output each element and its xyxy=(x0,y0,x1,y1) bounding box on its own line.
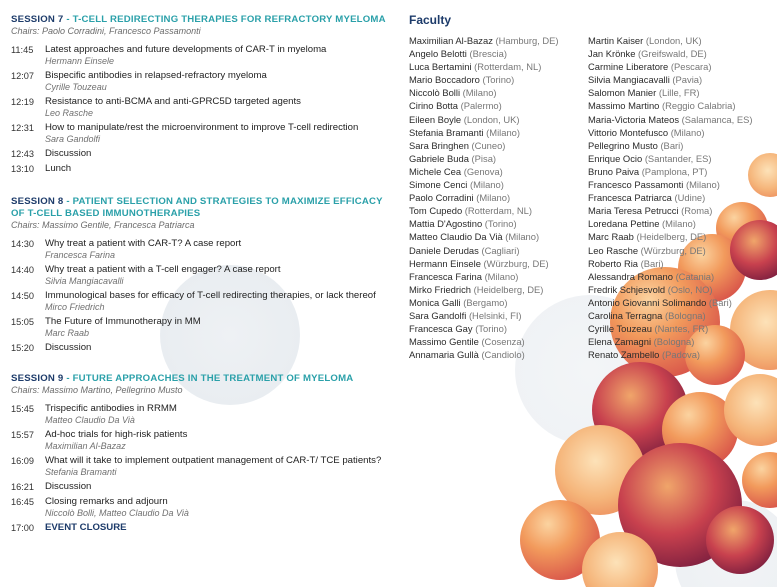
agenda-time: 12:19 xyxy=(11,97,34,107)
faculty-location: (Milano) xyxy=(670,126,705,138)
agenda-speaker: Cyrille Touzeau xyxy=(45,82,107,92)
agenda-item xyxy=(11,481,386,493)
faculty-location: (Torino) xyxy=(484,218,517,230)
faculty-member xyxy=(409,257,589,270)
faculty-member xyxy=(588,283,768,296)
agenda-time: 16:21 xyxy=(11,482,34,492)
faculty-location: (Salamanca, ES) xyxy=(681,113,753,125)
faculty-name: Simone Cenci xyxy=(409,179,468,191)
faculty-name: Sara Bringhen xyxy=(409,139,469,151)
faculty-location: (Catania) xyxy=(675,270,715,282)
faculty-name: Tom Cupedo xyxy=(409,205,463,217)
faculty-member xyxy=(588,152,768,165)
agenda-item xyxy=(11,96,386,119)
faculty-name: Mirko Friedrich xyxy=(409,283,471,295)
session-8 xyxy=(11,196,386,357)
faculty-name: Maria-Victoria Mateos xyxy=(588,113,680,125)
faculty-name: Francesca Gay xyxy=(409,323,473,335)
faculty-member xyxy=(588,270,768,283)
agenda-speaker: Sara Gandolfi xyxy=(45,134,101,144)
agenda-speaker: Marc Raab xyxy=(45,328,90,338)
faculty-name: Fredrik Schjesvold xyxy=(588,283,666,295)
faculty-member xyxy=(409,217,589,230)
faculty-member xyxy=(588,191,768,204)
faculty-member xyxy=(588,126,768,139)
agenda-item xyxy=(11,290,386,313)
faculty-name: Antonio Giovanni Solimando xyxy=(588,296,707,308)
faculty-name: Paolo Corradini xyxy=(409,192,474,204)
faculty-member xyxy=(409,47,589,60)
faculty-member xyxy=(409,34,589,47)
faculty-name: Niccolò Bolli xyxy=(409,87,461,99)
faculty-member xyxy=(588,204,768,217)
faculty-location: (Nantes, FR) xyxy=(654,323,709,335)
faculty-member xyxy=(409,204,589,217)
faculty-name: Daniele Derudas xyxy=(409,244,479,256)
agenda-title: The Future of Immunotherapy in MM xyxy=(45,316,201,327)
faculty-member xyxy=(409,139,589,152)
session-chairs: Chairs: Massimo Gentile, Francesca Patriarca xyxy=(11,220,195,230)
faculty-member xyxy=(588,99,768,112)
faculty-location: (Reggio Calabria) xyxy=(661,100,736,112)
faculty-name: Stefania Bramanti xyxy=(409,126,484,138)
agenda-time: 14:50 xyxy=(11,291,34,301)
faculty-name: Gabriele Buda xyxy=(409,152,469,164)
faculty-location: (Pisa) xyxy=(471,152,497,164)
faculty-member xyxy=(409,191,589,204)
faculty-name: Massimo Gentile xyxy=(409,336,479,348)
agenda-item xyxy=(11,122,386,145)
faculty-member xyxy=(588,47,768,60)
agenda-item xyxy=(11,70,386,93)
faculty-location: (Cosenza) xyxy=(481,336,525,348)
faculty-location: (Bari) xyxy=(660,139,684,151)
agenda-time: 16:45 xyxy=(11,497,34,507)
faculty-member xyxy=(588,244,768,257)
faculty-member xyxy=(588,348,768,361)
agenda-item xyxy=(11,148,386,160)
faculty-column-1 xyxy=(409,34,589,361)
faculty-name: Silvia Mangiacavalli xyxy=(588,74,670,86)
agenda-title: Trispecific antibodies in RRMM xyxy=(45,403,177,414)
faculty-section xyxy=(409,12,753,361)
faculty-name: Pellegrino Musto xyxy=(588,139,658,151)
faculty-location: (Milano) xyxy=(486,126,521,138)
faculty-location: (Würzburg, DE) xyxy=(483,257,549,269)
faculty-location: (Milano) xyxy=(469,179,504,191)
faculty-location: (Lille, FR) xyxy=(658,87,700,99)
agenda-item xyxy=(11,342,386,354)
agenda-title: Lunch xyxy=(45,163,72,174)
faculty-member xyxy=(409,165,589,178)
faculty-name: Jan Krönke xyxy=(588,48,636,60)
agenda-item xyxy=(11,264,386,287)
faculty-location: (Torino) xyxy=(475,323,507,335)
faculty-member xyxy=(588,322,768,335)
faculty-name: Salomon Manier xyxy=(588,87,657,99)
faculty-member xyxy=(409,113,589,126)
faculty-name: Vittorio Montefusco xyxy=(588,126,669,138)
agenda-time: 15:20 xyxy=(11,343,34,353)
faculty-member xyxy=(409,152,589,165)
agenda-speaker: Silvia Mangiacavalli xyxy=(45,276,124,286)
faculty-location: (London, UK) xyxy=(463,113,520,125)
faculty-member xyxy=(409,296,589,309)
faculty-name: Francesca Patriarca xyxy=(588,192,672,204)
agenda-item xyxy=(11,496,386,519)
agenda-time: 14:40 xyxy=(11,265,34,275)
faculty-location: (Padova) xyxy=(662,349,701,361)
faculty-name: Bruno Paiva xyxy=(588,165,640,177)
agenda-time: 14:30 xyxy=(11,239,34,249)
faculty-location: (Milano) xyxy=(476,192,511,204)
faculty-location: (Milano) xyxy=(462,87,497,99)
agenda-item xyxy=(11,44,386,67)
agenda-time: 12:31 xyxy=(11,123,34,133)
session-9 xyxy=(11,373,386,537)
faculty-member xyxy=(409,86,589,99)
faculty-location: (Rotterdam, NL) xyxy=(474,61,542,73)
faculty-name: Elena Zamagni xyxy=(588,336,652,348)
faculty-location: (Rotterdam, NL) xyxy=(464,205,532,217)
faculty-member xyxy=(409,73,589,86)
agenda-title: Latest approaches and future developments of CAR-T in myeloma xyxy=(45,44,327,55)
faculty-location: (Bari) xyxy=(708,296,732,308)
faculty-member xyxy=(588,34,768,47)
session-chairs: Chairs: Massimo Martino, Pellegrino Musto xyxy=(11,385,183,395)
agenda-title: Ad-hoc trials for high-risk patients xyxy=(45,429,188,440)
agenda-item xyxy=(11,238,386,261)
faculty-title: Faculty xyxy=(409,13,452,27)
faculty-name: Massimo Martino xyxy=(588,100,660,112)
session-chairs: Chairs: Paolo Corradini, Francesco Passamonti xyxy=(11,26,201,36)
agenda-time: 15:45 xyxy=(11,404,34,414)
faculty-name: Leo Rasche xyxy=(588,244,639,256)
faculty-member xyxy=(409,126,589,139)
faculty-location: (Udine) xyxy=(674,192,706,204)
agenda-time: 12:43 xyxy=(11,149,34,159)
faculty-location: (Palermo) xyxy=(460,100,502,112)
agenda-item xyxy=(11,455,386,478)
faculty-name: Eileen Boyle xyxy=(409,113,462,125)
agenda-title: Why treat a patient with a T-cell engager? A case report xyxy=(45,264,281,275)
agenda-time: 12:07 xyxy=(11,71,34,81)
faculty-column-2 xyxy=(588,34,768,361)
agenda-speaker: Maximilian Al-Bazaz xyxy=(45,441,126,451)
agenda-title: Resistance to anti-BCMA and anti-GPRC5D targeted agents xyxy=(45,96,301,107)
faculty-member xyxy=(409,283,589,296)
faculty-location: (Pamplona, PT) xyxy=(641,165,708,177)
faculty-name: Mattia D'Agostino xyxy=(409,218,483,230)
faculty-location: (London, UK) xyxy=(645,35,702,46)
agenda-speaker: Hermann Einsele xyxy=(45,56,115,66)
faculty-member xyxy=(409,335,589,348)
agenda-time: 16:09 xyxy=(11,456,34,466)
faculty-name: Annamaria Gullà xyxy=(409,349,479,361)
faculty-location: (Bari) xyxy=(640,257,664,269)
faculty-location: (Milano) xyxy=(484,270,519,282)
agenda-time: 15:05 xyxy=(11,317,34,327)
faculty-name: Angelo Belotti xyxy=(409,48,467,60)
faculty-name: Carmine Liberatore xyxy=(588,61,669,73)
faculty-name: Hermann Einsele xyxy=(409,257,481,269)
faculty-location: (Hamburg, DE) xyxy=(495,35,559,46)
faculty-member xyxy=(588,73,768,86)
faculty-member xyxy=(409,244,589,257)
faculty-name: Martin Kaiser xyxy=(588,35,644,46)
faculty-location: (Milano) xyxy=(505,231,540,243)
faculty-member xyxy=(409,230,589,243)
faculty-name: Maria Teresa Petrucci xyxy=(588,205,679,217)
faculty-name: Cirino Botta xyxy=(409,100,458,112)
agenda-speaker: Francesca Farina xyxy=(45,250,116,260)
faculty-member xyxy=(588,165,768,178)
faculty-location: (Helsinki, FI) xyxy=(468,309,522,321)
faculty-member xyxy=(409,322,589,335)
faculty-name: Francesco Passamonti xyxy=(588,179,684,191)
faculty-location: (Heidelberg, DE) xyxy=(636,231,707,243)
faculty-name: Cyrille Touzeau xyxy=(588,323,652,335)
faculty-location: (Pavia) xyxy=(672,74,703,86)
faculty-member xyxy=(588,60,768,73)
faculty-location: (Candiolo) xyxy=(481,349,525,361)
agenda-title: How to manipulate/rest the microenvironment to improve T-cell redirection xyxy=(45,122,359,133)
agenda-time: 11:45 xyxy=(11,45,34,55)
faculty-location: (Cuneo) xyxy=(471,139,506,151)
faculty-name: Mario Boccadoro xyxy=(409,74,480,86)
agenda-item xyxy=(11,163,386,175)
faculty-name: Loredana Pettine xyxy=(588,218,660,230)
faculty-location: (Greifswald, DE) xyxy=(638,48,707,60)
agenda-title: Discussion xyxy=(45,481,92,492)
agenda-title: What will it take to implement outpatient management of CAR-T/ TCE patients? xyxy=(45,455,382,466)
faculty-member xyxy=(588,335,768,348)
faculty-location: (Würzburg, DE) xyxy=(640,244,706,256)
faculty-name: Francesca Farina xyxy=(409,270,482,282)
faculty-location: (Bologna) xyxy=(653,336,695,348)
faculty-member xyxy=(409,348,589,361)
faculty-member xyxy=(588,86,768,99)
agenda-title: Why treat a patient with CAR-T? A case report xyxy=(45,238,242,249)
faculty-location: (Milano) xyxy=(685,179,720,191)
agenda-speaker: Mirco Friedrich xyxy=(45,302,105,312)
faculty-location: (Genova) xyxy=(463,165,503,177)
agenda-time: 17:00 xyxy=(11,523,34,533)
faculty-location: (Torino) xyxy=(482,74,515,86)
faculty-location: (Bologna) xyxy=(664,309,706,321)
faculty-member xyxy=(588,257,768,270)
agenda-title: Discussion xyxy=(45,148,92,159)
faculty-member xyxy=(409,99,589,112)
faculty-member xyxy=(588,296,768,309)
agenda-title: Closing remarks and adjourn xyxy=(45,496,168,507)
faculty-member xyxy=(409,270,589,283)
faculty-name: Carolina Terragna xyxy=(588,309,663,321)
faculty-location: (Roma) xyxy=(681,205,713,217)
faculty-name: Matteo Claudio Da Vià xyxy=(409,231,503,243)
agenda-item xyxy=(11,522,386,534)
faculty-name: Michele Cea xyxy=(409,165,462,177)
faculty-name: Luca Bertamini xyxy=(409,61,472,73)
faculty-member xyxy=(588,230,768,243)
agenda-title: Discussion xyxy=(45,342,92,353)
agenda-title: Bispecific antibodies in relapsed-refractory myeloma xyxy=(45,70,267,81)
faculty-location: (Pescara) xyxy=(670,61,712,73)
session-title: SESSION 7 - T-CELL REDIRECTING THERAPIES FOR REFRACTORY MYELOMA xyxy=(11,14,386,25)
faculty-member xyxy=(588,178,768,191)
faculty-location: (Bergamo) xyxy=(463,296,508,308)
agenda-item xyxy=(11,403,386,426)
session-title: SESSION 9 - FUTURE APPROACHES IN THE TREATMENT OF MYELOMA xyxy=(11,373,354,384)
agenda-time: 13:10 xyxy=(11,164,34,174)
faculty-name: Enrique Ocio xyxy=(588,152,643,164)
faculty-location: (Santander, ES) xyxy=(644,152,712,164)
agenda-item xyxy=(11,429,386,452)
faculty-member xyxy=(409,309,589,322)
agenda-speaker: Matteo Claudio Da Vià xyxy=(45,415,135,425)
agenda-speaker: Leo Rasche xyxy=(45,108,94,118)
faculty-location: (Heidelberg, DE) xyxy=(473,283,544,295)
agenda-speaker: Stefania Bramanti xyxy=(45,467,117,477)
faculty-member xyxy=(588,139,768,152)
faculty-name: Roberto Ria xyxy=(588,257,639,269)
faculty-name: Alessandra Romano xyxy=(588,270,673,282)
faculty-location: (Brescia) xyxy=(469,48,507,60)
event-closure: EVENT CLOSURE xyxy=(45,522,127,533)
faculty-location: (Milano) xyxy=(662,218,696,230)
agenda-item xyxy=(11,316,386,339)
session-7 xyxy=(11,14,386,178)
faculty-name: Sara Gandolfi xyxy=(409,309,467,321)
faculty-member xyxy=(409,60,589,73)
faculty-location: (Cagliari) xyxy=(481,244,520,256)
faculty-name: Maximilian Al-Bazaz xyxy=(409,35,493,46)
faculty-name: Renato Zambello xyxy=(588,349,660,361)
session-title: SESSION 8 - PATIENT SELECTION AND STRATEGIES TO MAXIMIZE EFFICACY OF T-CELL BASED IMMUNOTHERAPIES xyxy=(11,196,383,219)
faculty-member xyxy=(588,113,768,126)
agenda-time: 15:57 xyxy=(11,430,34,440)
faculty-member xyxy=(588,309,768,322)
faculty-name: Marc Raab xyxy=(588,231,634,243)
faculty-member xyxy=(588,217,768,230)
faculty-name: Monica Galli xyxy=(409,296,461,308)
faculty-member xyxy=(409,178,589,191)
faculty-location: (Oslo, NO) xyxy=(667,283,713,295)
agenda-title: Immunological bases for efficacy of T-cell redirecting therapies, or lack thereof xyxy=(45,290,376,301)
agenda-speaker: Niccolò Bolli, Matteo Claudio Da Vià xyxy=(45,508,189,518)
